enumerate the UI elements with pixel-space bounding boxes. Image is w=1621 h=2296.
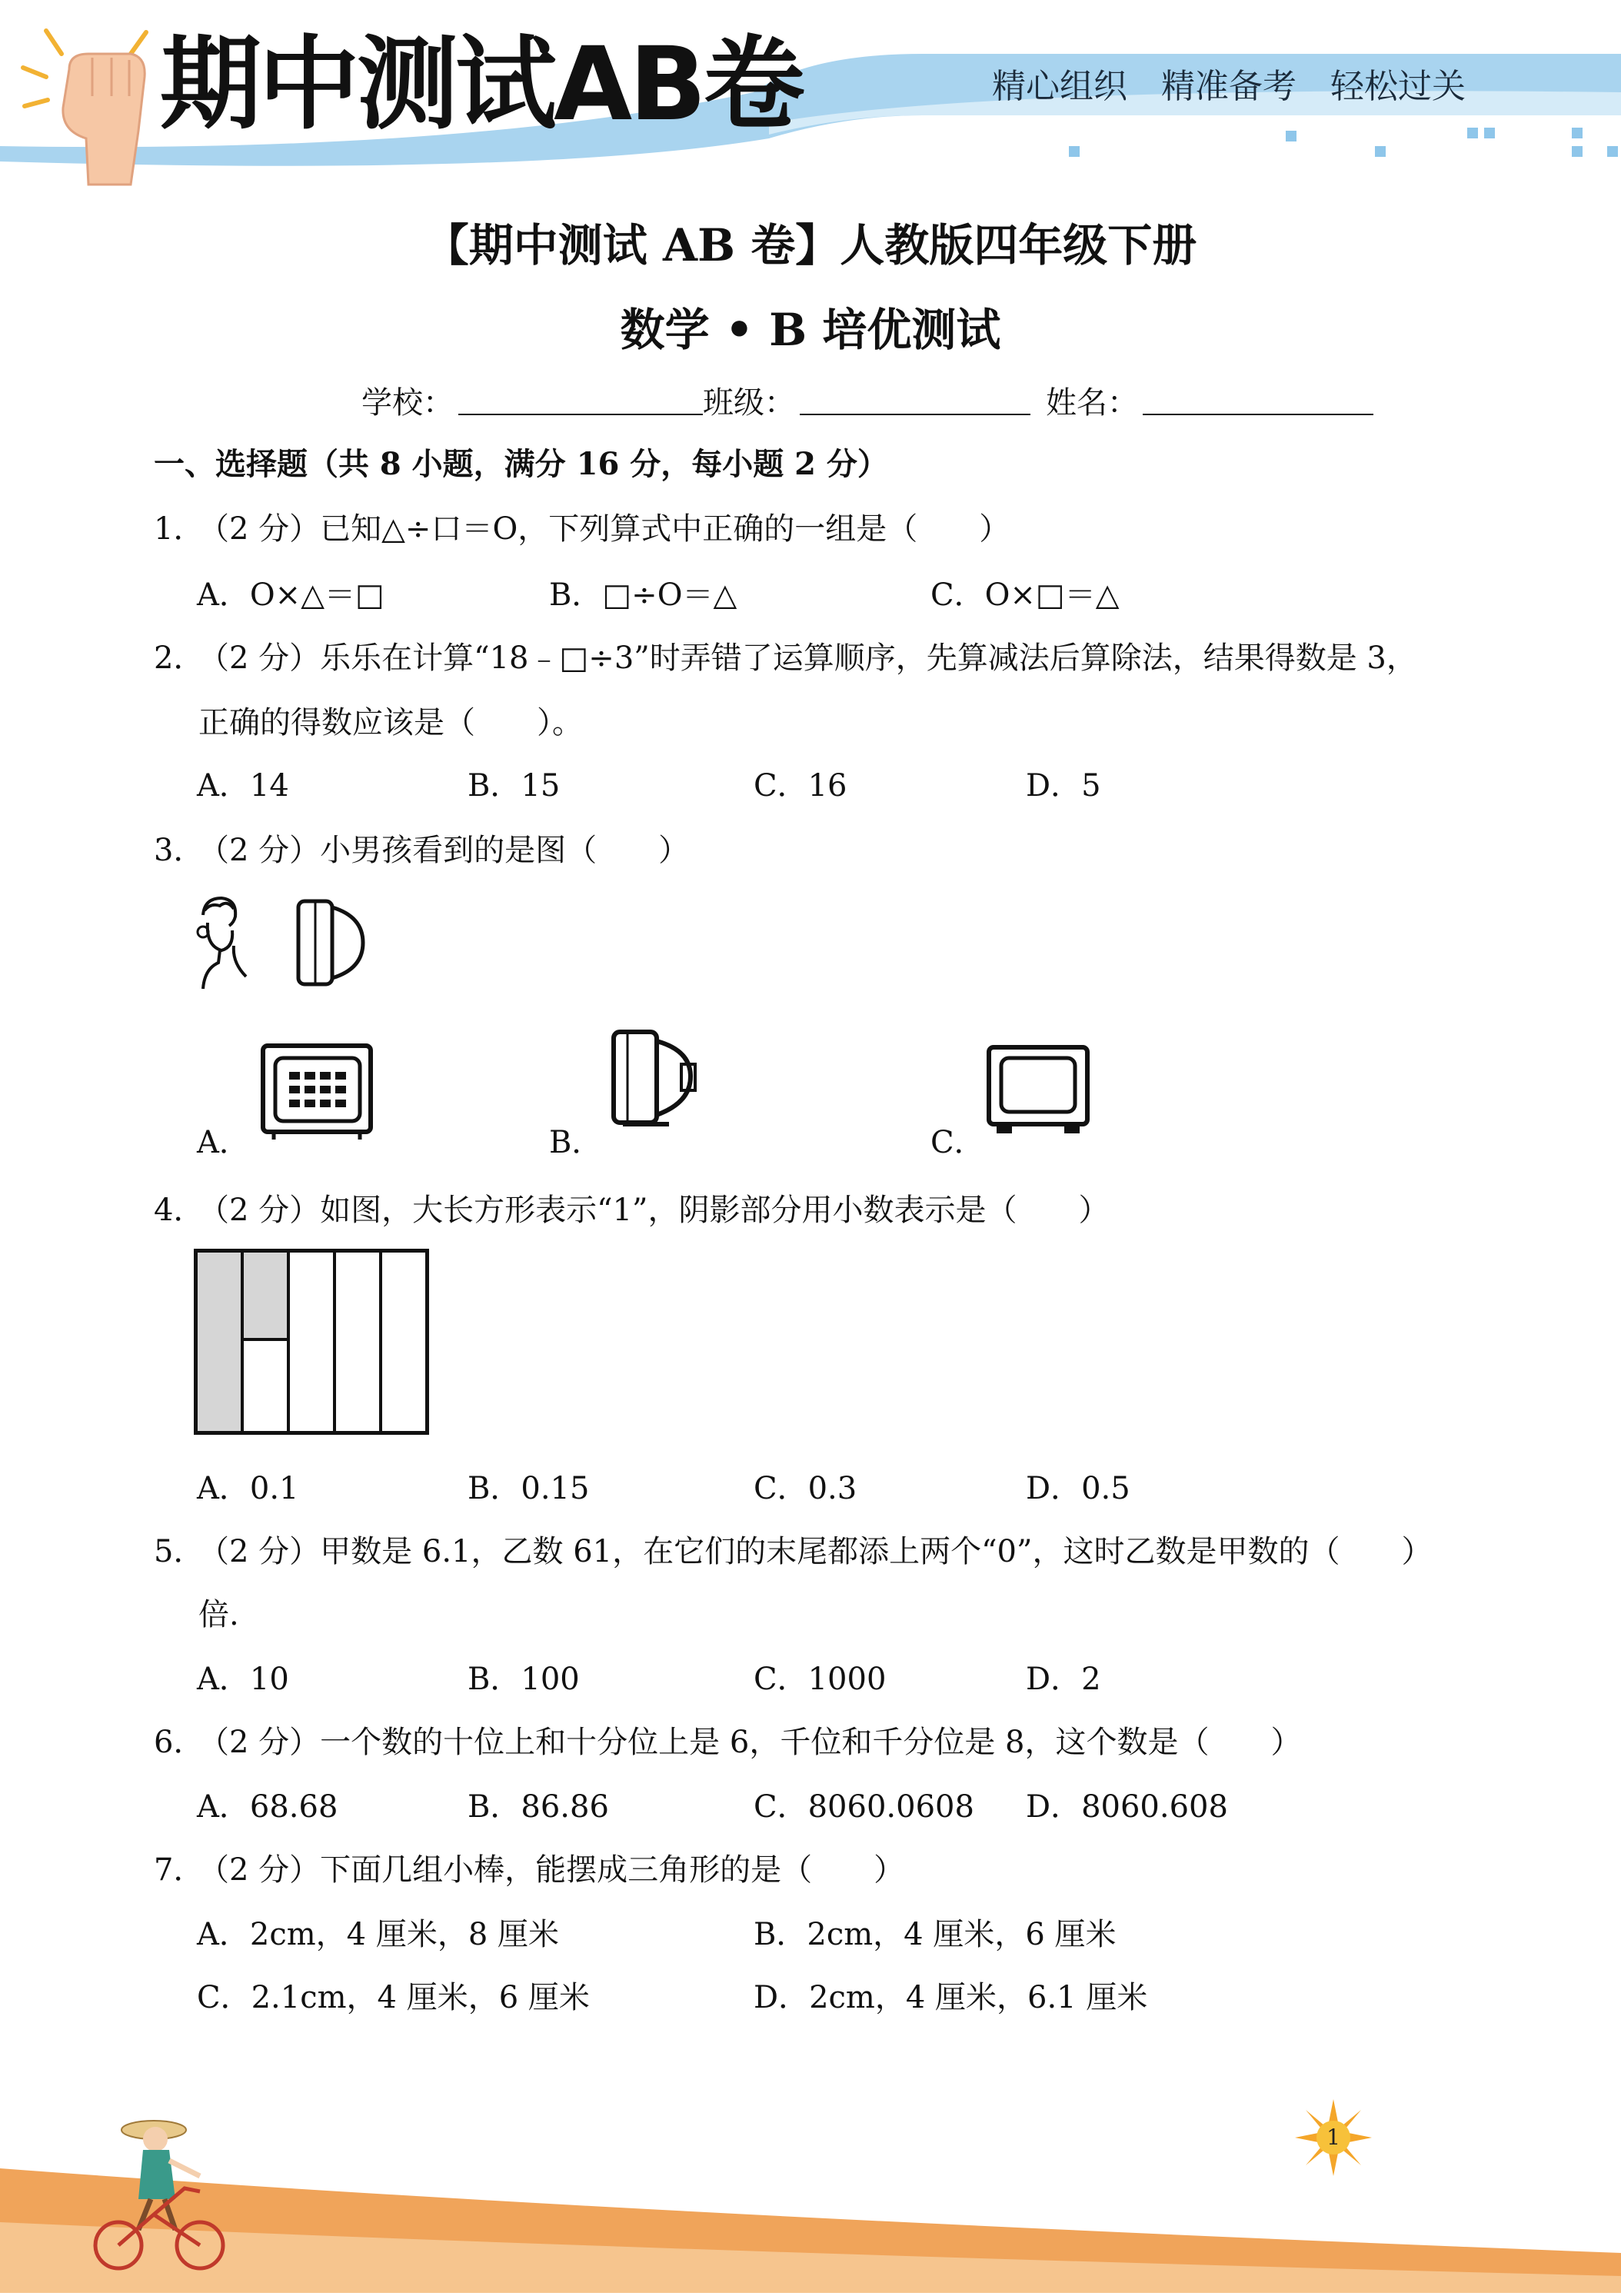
shaded-half — [244, 1253, 287, 1341]
question-5-text: （2 分）甲数是 6.1，乙数 61，在它们的末尾都添上两个“0”，这时乙数是甲数的（ ） — [198, 1534, 1433, 1569]
class-field[interactable] — [800, 414, 1030, 415]
question-2-text-cont: 正确的得数应该是（ ）。 — [198, 705, 583, 740]
question-2-option-c[interactable]: C．16 — [754, 768, 847, 804]
column — [336, 1253, 382, 1431]
question-5-text-cont: 倍. — [198, 1597, 239, 1632]
question-6-text: （2 分）一个数的十位上和十分位上是 6，千位和千分位是 8，这个数是（ ） — [198, 1725, 1302, 1760]
question-4-number: 4． — [154, 1193, 205, 1228]
question-1-number: 1． — [154, 511, 205, 547]
question-5-option-b[interactable]: B．100 — [468, 1662, 580, 1697]
question-6-option-b[interactable]: B．86.86 — [468, 1789, 609, 1825]
question-1-option-a[interactable]: A．O×△＝□ — [197, 577, 384, 613]
page-number: 1 — [1316, 2121, 1350, 2155]
question-2-text: （2 分）乐乐在计算“18﹣□÷3”时弄错了运算顺序，先算减法后算除法，结果得数是 3， — [198, 641, 1417, 676]
question-4-text: （2 分）如图，大长方形表示“1”，阴影部分用小数表示是（ ） — [198, 1193, 1110, 1228]
question-5-option-d[interactable]: D．2 — [1026, 1662, 1101, 1697]
question-2-number: 2． — [154, 641, 205, 676]
school-label: 学校： — [361, 385, 454, 421]
column — [382, 1253, 425, 1431]
question-1-option-c[interactable]: C．O×□＝△ — [930, 577, 1120, 613]
question-5-number: 5． — [154, 1534, 205, 1569]
section-heading: 一、选择题（共 8 小题，满分 16 分，每小题 2 分） — [154, 446, 888, 482]
shaded-column — [198, 1253, 244, 1431]
question-2-option-d[interactable]: D．5 — [1026, 768, 1101, 804]
name-field[interactable] — [1143, 414, 1373, 415]
question-3-text: （2 分）小男孩看到的是图（ ） — [198, 833, 690, 868]
question-7-option-a[interactable]: A．2cm，4 厘米，8 厘米 — [197, 1917, 559, 1952]
question-4-option-c[interactable]: C．0.3 — [754, 1471, 857, 1506]
question-7-option-d[interactable]: D．2cm，4 厘米，6.1 厘米 — [754, 1980, 1148, 2015]
question-1-option-b[interactable]: B．□÷O＝△ — [549, 577, 737, 613]
question-4-option-b[interactable]: B．0.15 — [468, 1471, 590, 1506]
boy-figure — [189, 892, 251, 992]
banner-title: 期中测试AB卷 — [160, 25, 802, 144]
cyclist-girl-icon — [85, 2115, 231, 2284]
question-7-option-b[interactable]: B．2cm，4 厘米，6 厘米 — [754, 1917, 1117, 1952]
question-4-option-a[interactable]: A．0.1 — [197, 1471, 299, 1506]
question-6-option-d[interactable]: D．8060.608 — [1026, 1789, 1228, 1825]
question-7-option-c[interactable]: C．2.1cm，4 厘米，6 厘米 — [197, 1980, 590, 2015]
question-6-option-a[interactable]: A．68.68 — [197, 1789, 338, 1825]
question-3-option-a[interactable]: A． — [197, 1125, 250, 1160]
shaded-rectangle-figure — [194, 1249, 429, 1435]
tv-side-figure — [292, 893, 369, 993]
name-label: 姓名： — [1046, 385, 1138, 421]
tv-side-figure-b[interactable] — [607, 1026, 707, 1133]
exam-subtitle: 数学 • B 培优测试 — [620, 304, 1001, 356]
column — [290, 1253, 336, 1431]
question-5-option-a[interactable]: A．10 — [197, 1662, 289, 1697]
tv-screen-figure[interactable] — [984, 1043, 1092, 1138]
question-6-number: 6． — [154, 1725, 205, 1760]
school-field[interactable] — [458, 414, 703, 415]
raised-fist-icon — [15, 23, 161, 192]
footer-decoration — [0, 2122, 1621, 2293]
question-2-option-a[interactable]: A．14 — [197, 768, 289, 804]
question-1-text: （2 分）已知△÷口＝O，下列算式中正确的一组是（ ） — [198, 511, 1010, 547]
question-4-option-d[interactable]: D．0.5 — [1026, 1471, 1130, 1506]
exam-title: 【期中测试 AB 卷】人教版四年级下册 — [424, 219, 1197, 271]
question-7-number: 7． — [154, 1852, 205, 1888]
tv-front-panel-figure[interactable] — [258, 1041, 375, 1141]
banner-slogan: 精心组织 精准备考 轻松过关 — [992, 67, 1466, 106]
question-2-option-b[interactable]: B．15 — [468, 768, 561, 804]
half-shaded-column — [244, 1253, 290, 1431]
question-3-option-c[interactable]: C． — [930, 1125, 985, 1160]
question-3-option-b[interactable]: B． — [549, 1125, 603, 1160]
class-label: 班级： — [703, 385, 795, 421]
question-3-number: 3． — [154, 833, 205, 868]
question-5-option-c[interactable]: C．1000 — [754, 1662, 887, 1697]
question-6-option-c[interactable]: C．8060.0608 — [754, 1789, 974, 1825]
question-7-text: （2 分）下面几组小棒，能摆成三角形的是（ ） — [198, 1852, 905, 1888]
